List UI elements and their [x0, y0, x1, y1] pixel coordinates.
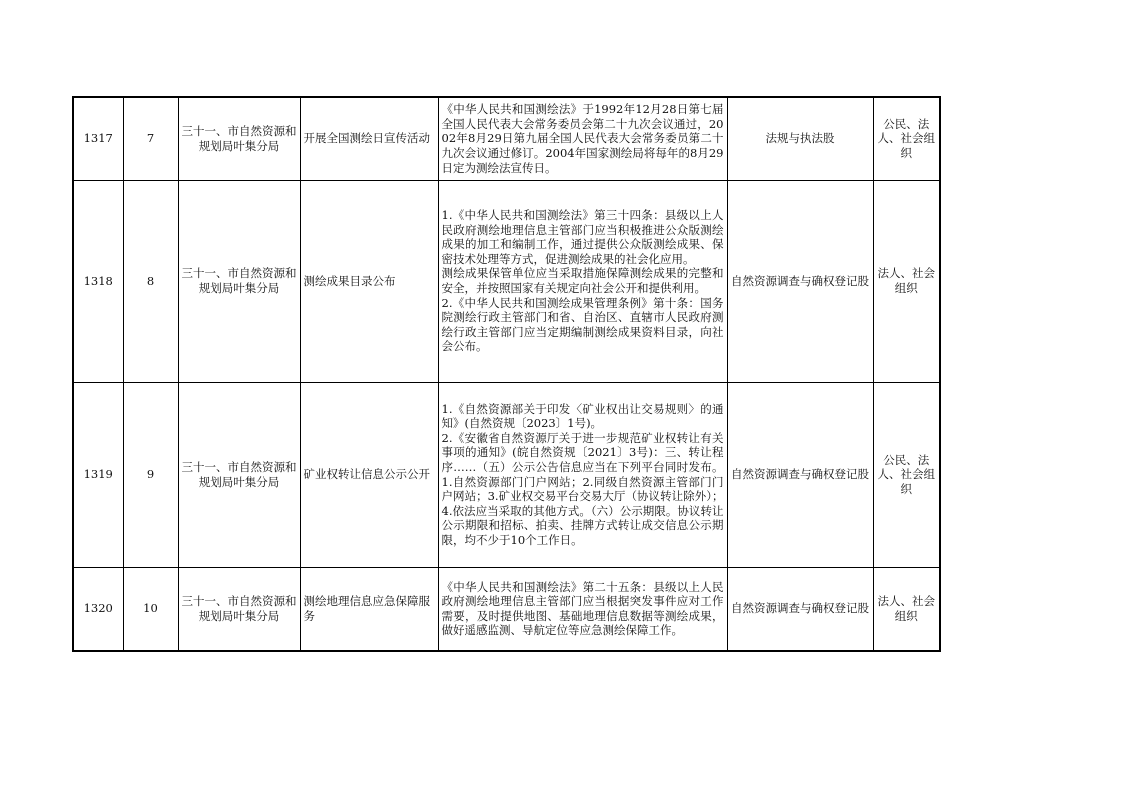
basis-cell	[438, 567, 727, 651]
unit-cell: 自然资源调查与确权登记股	[727, 382, 873, 567]
seq-cell: 1320	[73, 567, 123, 651]
seq-cell: 1317	[73, 97, 123, 180]
unit-cell: 自然资源调查与确权登记股	[727, 180, 873, 382]
basis-cell	[438, 180, 727, 382]
basis-paragraph: 1.《中华人民共和国测绘法》第三十四条：县级以上人民政府测绘地理信息主管部门应当积极推进公众版测绘成果的加工和编制工作，通过提供公众版测绘成果、保密技术处理等方式，促进测绘成果的社会化应用。	[441, 208, 724, 266]
table-row	[73, 180, 940, 382]
dept-cell: 三十一、市自然资源和规划局叶集分局	[178, 382, 300, 567]
basis-paragraph: 测绘成果保管单位应当采取措施保障测绘成果的完整和安全，并按照国家有关规定向社会公开和提供利用。	[441, 266, 724, 295]
target-cell: 法人、社会组织	[873, 180, 940, 382]
target-cell: 法人、社会组织	[873, 567, 940, 651]
dept-cell: 三十一、市自然资源和规划局叶集分局	[178, 180, 300, 382]
table-row	[73, 97, 940, 180]
basis-paragraph: 《中华人民共和国测绘法》第二十五条：县级以上人民政府测绘地理信息主管部门应当根据突发事件应对工作需要，及时提供地图、基础地理信息数据等测绘成果，做好遥感监测、导航定位等应急测绘保障工作。	[441, 579, 724, 638]
table-row	[73, 382, 940, 567]
no-cell: 8	[123, 180, 178, 382]
seq-cell: 1318	[73, 180, 123, 382]
no-cell: 7	[123, 97, 178, 180]
target-cell: 公民、法人、社会组织	[873, 97, 940, 180]
basis-paragraph: 2.《中华人民共和国测绘成果管理条例》第十条：国务院测绘行政主管部门和省、自治区、直辖市人民政府测绘行政主管部门应当定期编制测绘成果资料目录，向社会公布。	[441, 295, 724, 354]
no-cell: 10	[123, 567, 178, 651]
no-cell: 9	[123, 382, 178, 567]
item-cell: 测绘成果目录公布	[300, 180, 438, 382]
basis-cell	[438, 97, 727, 180]
seq-cell: 1319	[73, 382, 123, 567]
basis-cell	[438, 382, 727, 567]
table-row	[73, 567, 940, 651]
target-cell: 公民、法人、社会组织	[873, 382, 940, 567]
disclosure-table	[72, 96, 941, 652]
item-cell: 测绘地理信息应急保障服务	[300, 567, 438, 651]
basis-paragraph: 2.《安徽省自然资源厅关于进一步规范矿业权转让有关事项的通知》(皖自然资规〔2021〕3号)：三、转让程序……（五）公示公告信息应当在下列平台同时发布。1.自然资源部门门户网站；2.同级自然资源主管部门门户网站；3.矿业权交易平台交易大厅（协议转让除外）；4.依法应当采取的其他方式。（六）公示期限。协议转让公示期限和招标、拍卖、挂牌方式转让成交信息公示期限，均不少于10个工作日。	[441, 430, 724, 547]
dept-cell: 三十一、市自然资源和规划局叶集分局	[178, 567, 300, 651]
unit-cell: 法规与执法股	[727, 97, 873, 180]
unit-cell: 自然资源调查与确权登记股	[727, 567, 873, 651]
basis-paragraph: 1.《自然资源部关于印发〈矿业权出让交易规则〉的通知》(自然资规〔2023〕1号)。	[441, 401, 724, 431]
item-cell: 矿业权转让信息公示公开	[300, 382, 438, 567]
item-cell: 开展全国测绘日宣传活动	[300, 97, 438, 180]
basis-paragraph: 《中华人民共和国测绘法》于1992年12月28日第七届全国人民代表大会常务委员会第二十九次会议通过，2002年8月29日第九届全国人民代表大会常务委员第二十九次会议通过修订。2004年国家测绘局将每年的8月29日定为测绘法宣传日。	[441, 102, 724, 175]
dept-cell: 三十一、市自然资源和规划局叶集分局	[178, 97, 300, 180]
